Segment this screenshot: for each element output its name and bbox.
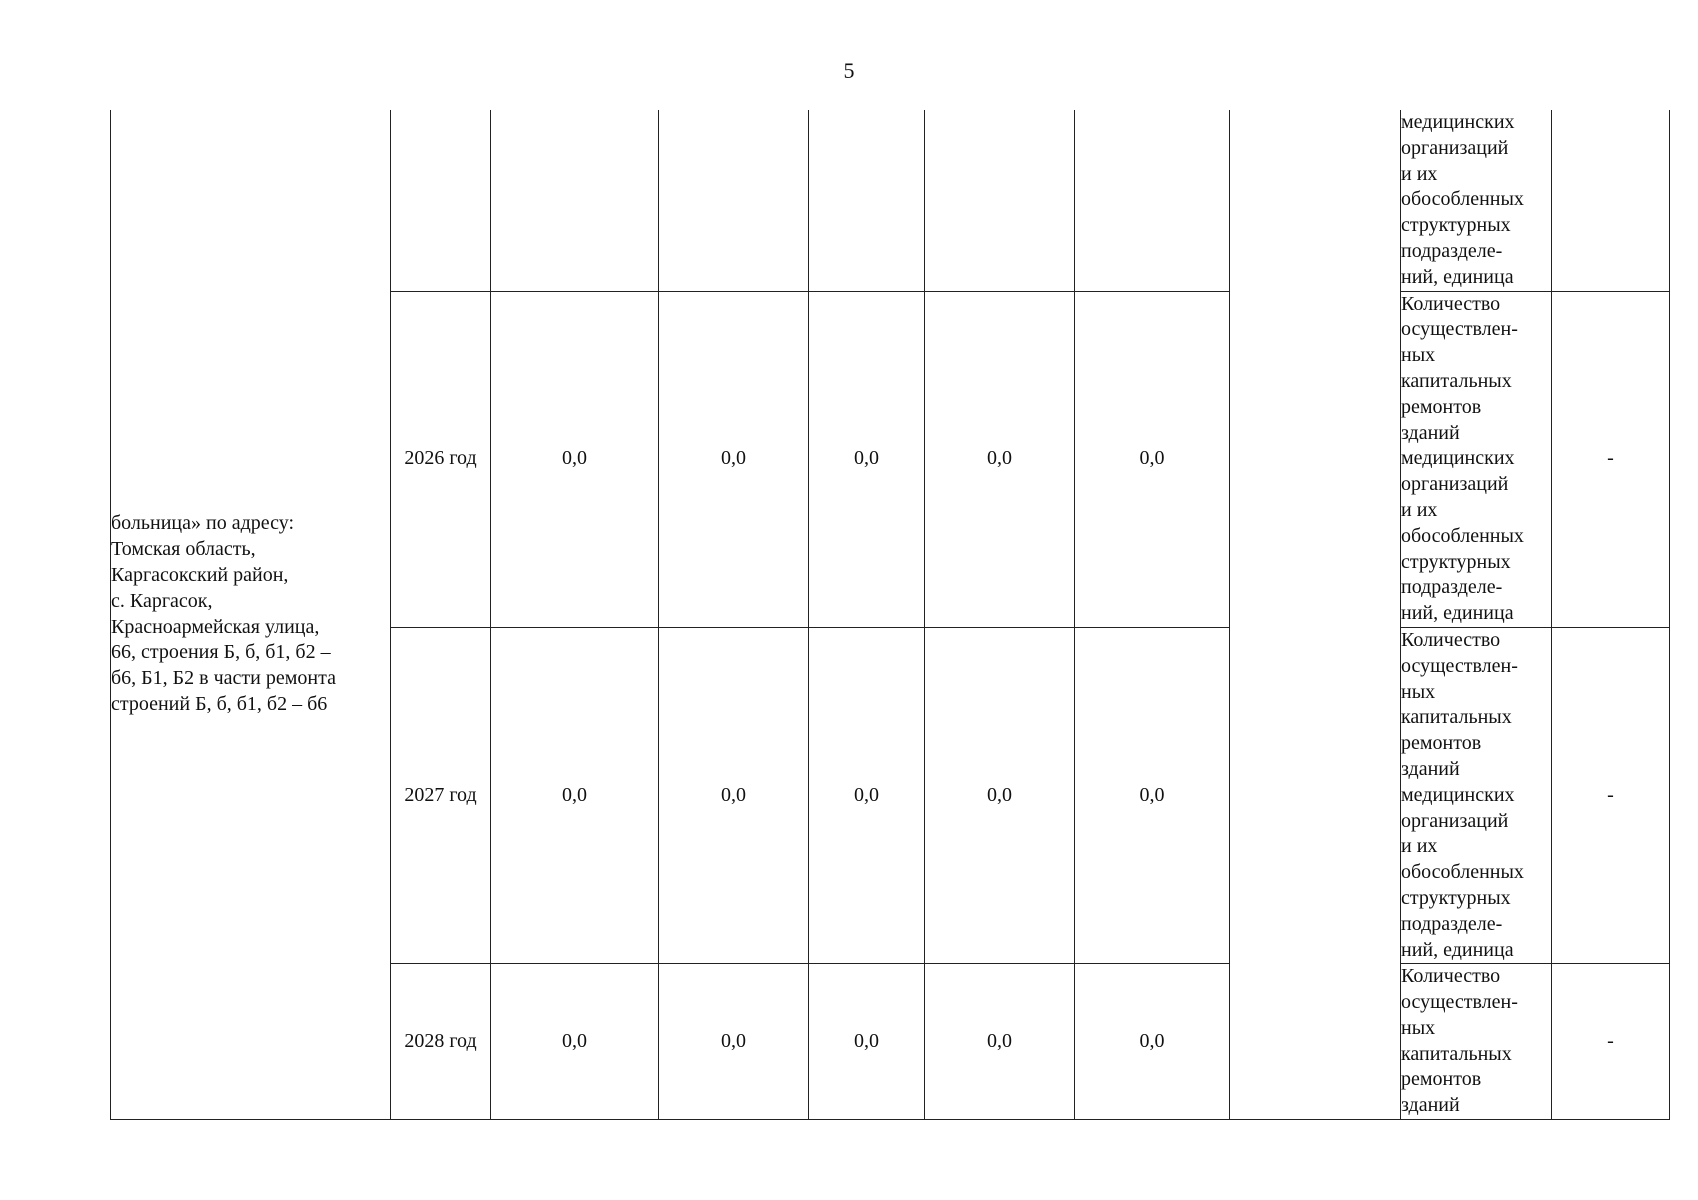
indicator-line: капитальных [1401,1042,1512,1065]
indicator-line: зданий [1401,757,1460,780]
value-cell: 0,0 [809,964,925,1120]
object-description-line: строений Б, б, б1, б2 – б6 [111,692,328,715]
indicator-line: структурных [1401,886,1511,909]
extra-column-cell [1230,110,1401,1120]
value-cell: 0,0 [491,964,659,1120]
object-description-line: б6, Б1, Б2 в части ремонта [111,667,336,690]
target-value-cell [1552,110,1670,291]
indicator-line: организаций [1401,136,1509,159]
object-description-line: 66, строения Б, б, б1, б2 – [111,641,331,664]
value-cell [809,110,925,291]
indicator-line: и их [1401,835,1438,858]
value-cell: 0,0 [925,627,1075,963]
target-value-cell: - [1552,627,1670,963]
indicator-line: капитальных [1401,369,1512,392]
object-description-line: с. Каргасок, [111,589,213,612]
value-cell: 0,0 [491,627,659,963]
indicator-line: структурных [1401,214,1511,237]
table-row [111,110,1670,291]
indicator-line: и их [1401,498,1438,521]
indicator-line: ний, единица [1401,602,1514,625]
document-sheet [110,110,1670,1120]
year-cell: 2028 год [391,964,491,1120]
indicator-line: осуществлен- [1401,318,1518,341]
indicator-line: ных [1401,680,1436,703]
target-value-cell: - [1552,291,1670,627]
value-cell: 0,0 [1075,964,1230,1120]
value-cell: 0,0 [1075,291,1230,627]
indicator-line: медицинских [1401,447,1515,470]
indicator-line: зданий [1401,421,1460,444]
indicator-line: осуществлен- [1401,654,1518,677]
indicator-line: Количество [1401,628,1501,651]
indicator-line: капитальных [1401,706,1512,729]
indicator-line: структурных [1401,550,1511,573]
object-description-cell [111,110,391,1120]
indicator-cell [1401,291,1552,627]
budget-table [110,110,1670,1120]
indicator-cell [1401,627,1552,963]
indicator-line: обособленных [1401,524,1524,547]
indicator-line: осуществлен- [1401,991,1518,1014]
target-value-cell: - [1552,964,1670,1120]
indicator-line: ремонтов [1401,395,1482,418]
value-cell: 0,0 [1075,627,1230,963]
indicator-line: ний, единица [1401,938,1514,961]
indicator-line: ний, единица [1401,265,1514,288]
value-cell: 0,0 [809,627,925,963]
indicator-line: медицинских [1401,783,1515,806]
indicator-cell [1401,110,1552,291]
value-cell [491,110,659,291]
indicator-line: Количество [1401,965,1501,988]
value-cell: 0,0 [925,964,1075,1120]
indicator-line: организаций [1401,473,1509,496]
indicator-line: ремонтов [1401,1068,1482,1091]
indicator-line: подразделе- [1401,239,1503,262]
indicator-line: зданий [1401,1094,1460,1117]
indicator-line: подразделе- [1401,912,1503,935]
indicator-line: подразделе- [1401,576,1503,599]
year-cell: 2027 год [391,627,491,963]
indicator-line: обособленных [1401,861,1524,884]
value-cell: 0,0 [491,291,659,627]
indicator-line: обособленных [1401,188,1524,211]
value-cell [1075,110,1230,291]
indicator-line: ных [1401,344,1436,367]
year-cell: 2026 год [391,291,491,627]
year-cell [391,110,491,291]
indicator-line: ремонтов [1401,732,1482,755]
value-cell: 0,0 [925,291,1075,627]
indicator-line: медицинских [1401,111,1515,133]
value-cell: 0,0 [659,964,809,1120]
object-description-line: больница» по адресу: [111,512,295,535]
object-description-line: Красноармейская улица, [111,615,320,638]
indicator-line: Количество [1401,292,1501,315]
indicator-line: ных [1401,1016,1436,1039]
value-cell [925,110,1075,291]
object-description-line: Каргасокский район, [111,563,289,586]
value-cell: 0,0 [809,291,925,627]
object-description-line: Томская область, [111,538,256,561]
indicator-line: организаций [1401,809,1509,832]
value-cell: 0,0 [659,291,809,627]
indicator-cell [1401,964,1552,1120]
value-cell: 0,0 [659,627,809,963]
indicator-line: и их [1401,162,1438,185]
page-number: 5 [843,58,855,83]
value-cell [659,110,809,291]
